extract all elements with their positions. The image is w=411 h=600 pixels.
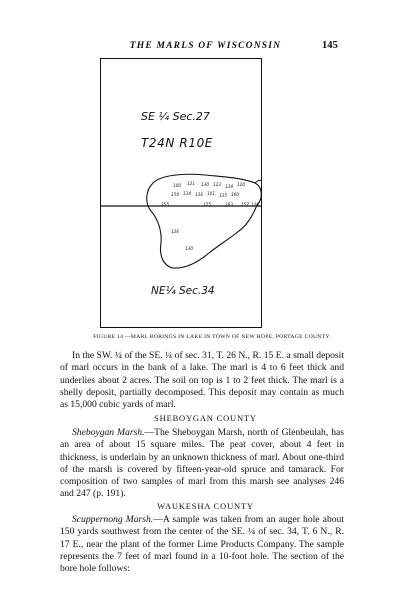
place-name-sheboygan-marsh: Sheboygan Marsh.: [72, 427, 145, 438]
boring-depth-label: 154: [171, 192, 179, 197]
boring-depth-label: 155: [161, 202, 169, 207]
boring-depth-label: 121: [187, 181, 195, 186]
waukesha-text: —A sample was taken from an auger hole about 150 yards southwest from the center of the SE. ¼ of sec. 34, T. 6 N., R. 17 E., near the plant of the former Lime Products Company. The sample represents the 7 feet of marl found in a 10-foot hole. The section of the bore hole follows:: [60, 514, 344, 575]
boring-depth-label: 157: [241, 202, 249, 207]
quarter-section-label-top: SE ¼ Sec.27: [141, 110, 210, 123]
sheboygan-text: —The Sheboygan Marsh, north of Glenbeulah, has an area of about 15 square miles. The peat cover, about 4 feet in thickness, is underlain by an unknown thickness of marl. About one-third of the marsh is covered by fifteen-year-old spruce and tamarack. For composition of two samples of marl from this marsh see analyses 246 and 247 (p. 191).: [60, 427, 344, 500]
boring-depth-label: 100: [173, 183, 181, 188]
heading-waukesha-county: WAUKESHA COUNTY: [157, 501, 254, 511]
boring-depth-label: 160: [231, 192, 239, 197]
page-number: 145: [322, 40, 338, 51]
marl-borings-map: [100, 58, 262, 328]
boring-depth-label: 130: [185, 246, 193, 251]
boring-depth-label: 134: [183, 191, 191, 196]
lake-outline: [147, 174, 262, 268]
boring-depth-label: 101: [207, 191, 215, 196]
boring-depth-label: 120: [237, 182, 245, 187]
township-range-label: T24N R10E: [141, 136, 213, 150]
boring-depth-label: 183: [225, 202, 233, 207]
boring-depth-label: 135: [219, 193, 227, 198]
figure-caption: FIGURE 14.—MARL BORINGS IN LAKE IN TOWN OF NEW HOPE, PORTAGE COUNTY.: [93, 334, 331, 340]
quarter-section-label-bottom: NE¼ Sec.34: [151, 285, 215, 297]
boring-depth-label: 136: [195, 192, 203, 197]
boring-depth-label: 120: [251, 202, 259, 207]
boring-depth-label: 126: [171, 229, 179, 234]
paragraph-waukesha: [60, 514, 344, 575]
paragraph-sheboygan: [60, 427, 344, 501]
heading-sheboygan-county: SHEBOYGAN COUNTY: [154, 413, 257, 423]
boring-depth-label: 130: [201, 182, 209, 187]
boring-depth-label: 134: [225, 184, 233, 189]
boring-depth-label: 175: [203, 202, 211, 207]
place-name-scuppernong-marsh: Scuppernong Marsh.: [72, 514, 154, 525]
paragraph-portage: In the SW. ¼ of the SE. ¼ of sec. 31, T. 26 N., R. 15 E. a small deposit of marl occurs in the bank of a lake. The marl is 4 to 6 feet thick and underlies about 2 acres. The soil on top is 1 to 2 feet thick. The marl is a shelly deposit, partially decomposed. This deposit may contain as much as 15,000 cubic yards of marl.: [60, 350, 344, 411]
boring-depth-label: 123: [213, 182, 221, 187]
running-title: THE MARLS OF WISCONSIN: [129, 41, 282, 51]
